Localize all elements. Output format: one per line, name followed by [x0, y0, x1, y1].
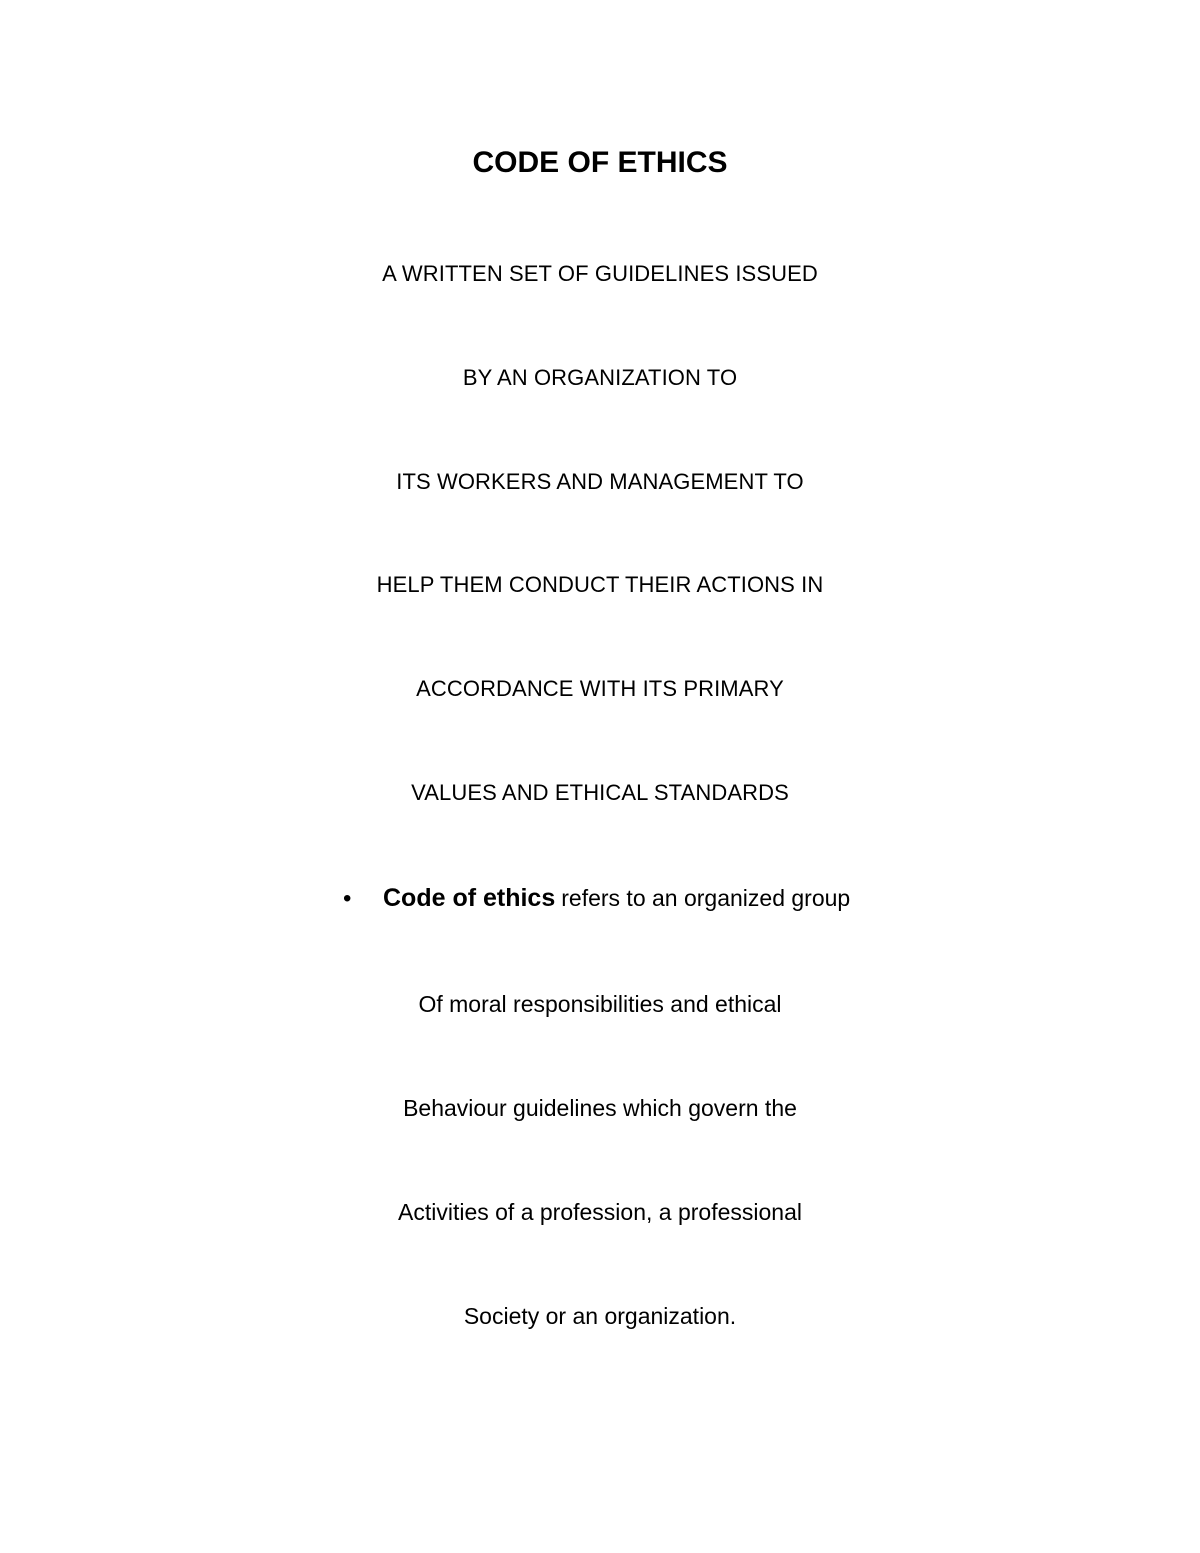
- definition-line-6: VALUES AND ETHICAL STANDARDS: [411, 780, 789, 805]
- bullet-term: Code of ethics: [383, 884, 556, 912]
- bullet-text: refers to an organized group: [561, 885, 851, 911]
- document-title: CODE OF ETHICS: [472, 146, 728, 179]
- continuation-line-3: Activities of a profession, a professional: [398, 1199, 802, 1225]
- definition-line-5: ACCORDANCE WITH ITS PRIMARY: [416, 676, 784, 701]
- continuation-line-1: Of moral responsibilities and ethical: [418, 991, 782, 1017]
- definition-line-4: HELP THEM CONDUCT THEIR ACTIONS IN: [376, 572, 824, 597]
- definition-line-2: BY AN ORGANIZATION TO: [462, 365, 738, 390]
- continuation-line-2: Behaviour guidelines which govern the: [403, 1095, 797, 1121]
- continuation-line-4: Society or an organization.: [463, 1303, 737, 1329]
- definition-line-1: A WRITTEN SET OF GUIDELINES ISSUED: [382, 261, 818, 286]
- bullet-item: [343, 884, 850, 914]
- definition-line-3: ITS WORKERS AND MANAGEMENT TO: [396, 469, 804, 494]
- bullet-icon: •: [343, 885, 352, 912]
